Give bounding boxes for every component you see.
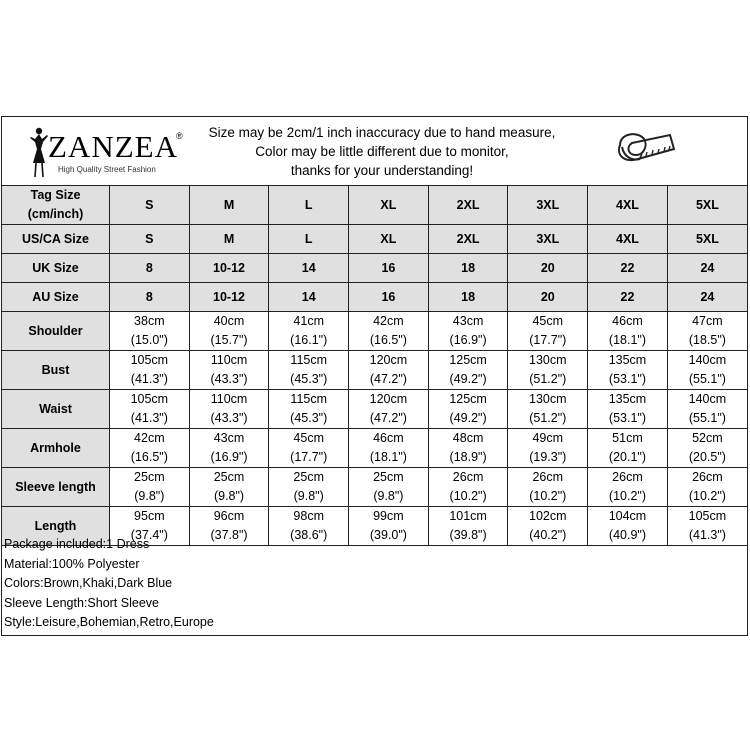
measurement-cell xyxy=(508,468,588,507)
measurement-cell xyxy=(110,468,190,507)
size-header-row xyxy=(2,283,747,312)
size-cell: 18 xyxy=(428,283,508,312)
size-cell: 22 xyxy=(588,254,668,283)
cm-value: 47cm xyxy=(692,314,723,328)
size-cell: S xyxy=(110,225,190,254)
detail-style: Style:Leisure,Bohemian,Retro,Europe xyxy=(4,615,214,629)
size-cell: XL xyxy=(349,186,429,225)
cm-value: 46cm xyxy=(612,314,643,328)
inch-value: (55.1") xyxy=(688,411,726,425)
cm-value: 130cm xyxy=(529,392,567,406)
cm-value: 104cm xyxy=(608,509,647,523)
detail-material: Material:100% Polyester xyxy=(4,556,140,571)
cm-value: 98cm xyxy=(293,509,324,523)
measurement-cell xyxy=(667,390,747,429)
inch-value: (41.3") xyxy=(130,372,168,386)
size-cell: 8 xyxy=(110,283,190,312)
size-cell: 14 xyxy=(269,254,349,283)
cm-value: 49cm xyxy=(532,431,564,445)
size-cell: 5XL xyxy=(667,186,747,225)
inch-value: (20.5") xyxy=(688,450,726,464)
cm-value: 110cm xyxy=(210,353,248,367)
inch-value: (39.8") xyxy=(449,528,487,542)
inch-value: (45.3") xyxy=(290,372,328,386)
measurement-cell xyxy=(667,351,747,390)
inch-value: (37.8") xyxy=(210,528,248,542)
measurement-cell xyxy=(667,468,747,507)
row-label: Armhole xyxy=(2,429,110,468)
inch-value: (20.1") xyxy=(608,450,647,464)
cm-value: 42cm xyxy=(373,314,404,328)
cm-value: 48cm xyxy=(452,431,484,445)
size-cell: 2XL xyxy=(428,225,508,254)
inch-value: (15.7") xyxy=(210,333,248,347)
measurement-row xyxy=(2,468,747,507)
measurement-cell xyxy=(428,429,508,468)
registered-mark: ® xyxy=(176,131,183,141)
brand-logo xyxy=(26,125,186,179)
row-label: UK Size xyxy=(2,254,110,283)
size-cell: S xyxy=(110,186,190,225)
note-line: Size may be 2cm/1 inch inaccuracy due to hand measure, xyxy=(208,125,556,140)
inch-value: (47.2") xyxy=(369,411,407,425)
cm-value: 26cm xyxy=(532,470,564,484)
inch-value: (15.0") xyxy=(130,333,168,347)
inch-value: (16.1") xyxy=(290,333,328,347)
inch-value: (53.1") xyxy=(608,411,647,425)
inch-value: (51.2") xyxy=(529,372,567,386)
inch-value: (18.5") xyxy=(688,333,726,347)
size-cell: 4XL xyxy=(588,225,668,254)
measurement-cell xyxy=(508,312,588,351)
size-table xyxy=(2,185,747,546)
row-label: Bust xyxy=(2,351,110,390)
row-label: Tag Size (cm/inch) xyxy=(2,186,110,225)
size-cell: 10-12 xyxy=(189,283,269,312)
cm-value: 26cm xyxy=(612,470,643,484)
size-chart-sheet xyxy=(1,116,748,636)
size-cell: 24 xyxy=(667,254,747,283)
cm-value: 105cm xyxy=(688,509,727,523)
note-line: Color may be little different due to monitor, xyxy=(255,144,509,159)
size-cell: XL xyxy=(349,225,429,254)
measurement-cell xyxy=(349,351,429,390)
inch-value: (40.2") xyxy=(529,528,567,542)
measurement-cell xyxy=(349,312,429,351)
cm-value: 25cm xyxy=(213,470,245,484)
cm-value: 43cm xyxy=(452,314,484,328)
size-cell: 22 xyxy=(588,283,668,312)
cm-value: 115cm xyxy=(290,392,328,406)
cm-value: 95cm xyxy=(134,509,165,523)
inch-value: (51.2") xyxy=(529,411,567,425)
measurement-notes xyxy=(192,123,572,180)
measurement-cell xyxy=(110,351,190,390)
inch-value: (37.4") xyxy=(130,528,168,542)
inch-value: (10.2") xyxy=(449,489,487,503)
inch-value: (16.9") xyxy=(449,333,487,347)
inch-value: (43.3") xyxy=(210,372,248,386)
cm-value: 130cm xyxy=(529,353,567,367)
measurement-cell xyxy=(588,312,668,351)
cm-value: 52cm xyxy=(692,431,723,445)
measurement-cell xyxy=(189,429,269,468)
inch-value: (43.3") xyxy=(210,411,248,425)
size-cell: 20 xyxy=(508,254,588,283)
detail-package: Package included:1 Dress xyxy=(4,537,150,551)
cm-value: 40cm xyxy=(213,314,245,328)
cm-value: 96cm xyxy=(213,509,245,523)
inch-value: (10.2") xyxy=(529,489,567,503)
measurement-cell xyxy=(508,351,588,390)
inch-value: (19.3") xyxy=(529,450,567,464)
cm-value: 135cm xyxy=(608,353,647,367)
inch-value: (9.8") xyxy=(293,489,324,503)
size-cell: 14 xyxy=(269,283,349,312)
size-cell: 3XL xyxy=(508,186,588,225)
measurement-cell xyxy=(349,390,429,429)
cm-value: 125cm xyxy=(449,392,487,406)
inch-value: (47.2") xyxy=(369,372,407,386)
size-cell: 18 xyxy=(428,254,508,283)
measurement-cell xyxy=(189,468,269,507)
inch-value: (41.3") xyxy=(130,411,168,425)
size-cell: M xyxy=(189,225,269,254)
inch-value: (17.7") xyxy=(290,450,328,464)
inch-value: (49.2") xyxy=(449,411,487,425)
measurement-cell xyxy=(667,312,747,351)
measurement-cell xyxy=(269,429,349,468)
size-header-row xyxy=(2,186,747,225)
size-cell: 24 xyxy=(667,283,747,312)
inch-value: (41.3") xyxy=(688,528,726,542)
measurement-row xyxy=(2,390,747,429)
cm-value: 125cm xyxy=(449,353,487,367)
cm-value: 25cm xyxy=(134,470,165,484)
cm-value: 26cm xyxy=(452,470,484,484)
measurement-cell xyxy=(428,351,508,390)
cm-value: 51cm xyxy=(612,431,643,445)
measurement-cell xyxy=(428,468,508,507)
measurement-cell xyxy=(428,312,508,351)
detail-colors: Colors:Brown,Khaki,Dark Blue xyxy=(4,576,173,590)
inch-value: (39.0") xyxy=(369,528,407,542)
brand-name: ZANZEA xyxy=(48,129,178,164)
inch-value: (18.1") xyxy=(608,333,647,347)
cm-value: 105cm xyxy=(130,353,169,367)
measurement-cell xyxy=(110,390,190,429)
inch-value: (17.7") xyxy=(529,333,567,347)
product-details xyxy=(3,535,748,633)
cm-value: 25cm xyxy=(293,470,324,484)
measuring-tape-icon xyxy=(614,125,676,177)
size-cell: 3XL xyxy=(508,225,588,254)
cm-value: 120cm xyxy=(369,353,408,367)
cm-value: 46cm xyxy=(373,431,404,445)
size-cell: 16 xyxy=(349,283,429,312)
measurement-cell xyxy=(349,429,429,468)
inch-value: (55.1") xyxy=(688,372,726,386)
measurement-cell xyxy=(269,468,349,507)
row-label: Sleeve length xyxy=(2,468,110,507)
inch-value: (53.1") xyxy=(608,372,647,386)
measurement-cell xyxy=(508,390,588,429)
size-cell: L xyxy=(269,225,349,254)
inch-value: (10.2") xyxy=(608,489,647,503)
measurement-cell xyxy=(110,312,190,351)
inch-value: (49.2") xyxy=(449,372,487,386)
measurement-cell xyxy=(189,312,269,351)
row-label: Length xyxy=(2,507,110,546)
measurement-cell xyxy=(588,468,668,507)
size-cell: L xyxy=(269,186,349,225)
measurement-cell xyxy=(349,468,429,507)
cm-value: 26cm xyxy=(692,470,723,484)
inch-value: (18.9") xyxy=(449,450,487,464)
size-cell: 8 xyxy=(110,254,190,283)
measurement-cell xyxy=(189,390,269,429)
cm-value: 115cm xyxy=(290,353,328,367)
brand-tagline: High Quality Street Fashion xyxy=(58,165,156,174)
inch-value: (38.6") xyxy=(290,528,328,542)
cm-value: 140cm xyxy=(688,392,727,406)
size-cell: 5XL xyxy=(667,225,747,254)
size-cell: M xyxy=(189,186,269,225)
measurement-cell xyxy=(189,351,269,390)
inch-value: (9.8") xyxy=(373,489,404,503)
row-label: AU Size xyxy=(2,283,110,312)
size-header-row xyxy=(2,254,747,283)
measurement-row xyxy=(2,351,747,390)
cm-value: 45cm xyxy=(293,431,324,445)
measurement-cell xyxy=(269,351,349,390)
cm-value: 38cm xyxy=(134,314,165,328)
inch-value: (16.5") xyxy=(130,450,168,464)
cm-value: 43cm xyxy=(213,431,245,445)
cm-value: 45cm xyxy=(532,314,564,328)
measurement-row xyxy=(2,429,747,468)
size-cell: 20 xyxy=(508,283,588,312)
measurement-row xyxy=(2,312,747,351)
size-chart-header xyxy=(2,117,747,186)
note-line: thanks for your understanding! xyxy=(290,163,474,178)
inch-value: (45.3") xyxy=(290,411,328,425)
cm-value: 135cm xyxy=(608,392,647,406)
inch-value: (10.2") xyxy=(688,489,726,503)
size-cell: 4XL xyxy=(588,186,668,225)
cm-value: 120cm xyxy=(369,392,408,406)
measurement-cell xyxy=(667,429,747,468)
cm-value: 25cm xyxy=(373,470,404,484)
measurement-cell xyxy=(269,312,349,351)
size-cell: 10-12 xyxy=(189,254,269,283)
inch-value: (9.8") xyxy=(134,489,165,503)
measurement-cell xyxy=(508,429,588,468)
measurement-cell xyxy=(428,390,508,429)
cm-value: 110cm xyxy=(210,392,248,406)
size-cell: 16 xyxy=(349,254,429,283)
cm-value: 102cm xyxy=(529,509,567,523)
cm-value: 105cm xyxy=(130,392,169,406)
cm-value: 41cm xyxy=(293,314,324,328)
cm-value: 42cm xyxy=(134,431,165,445)
inch-value: (16.9") xyxy=(210,450,248,464)
detail-sleeve: Sleeve Length:Short Sleeve xyxy=(4,595,159,610)
measurement-cell xyxy=(588,429,668,468)
row-label: Waist xyxy=(2,390,110,429)
inch-value: (18.1") xyxy=(369,450,407,464)
cm-value: 140cm xyxy=(688,353,727,367)
measurement-cell xyxy=(588,390,668,429)
row-label: Shoulder xyxy=(2,312,110,351)
size-cell: 2XL xyxy=(428,186,508,225)
cm-value: 99cm xyxy=(373,509,404,523)
measurement-cell xyxy=(588,351,668,390)
size-header-row xyxy=(2,225,747,254)
row-label: US/CA Size xyxy=(2,225,110,254)
measurement-cell xyxy=(269,390,349,429)
inch-value: (40.9") xyxy=(608,528,647,542)
inch-value: (9.8") xyxy=(213,489,245,503)
inch-value: (16.5") xyxy=(369,333,407,347)
cm-value: 101cm xyxy=(449,509,487,523)
measurement-cell xyxy=(110,429,190,468)
